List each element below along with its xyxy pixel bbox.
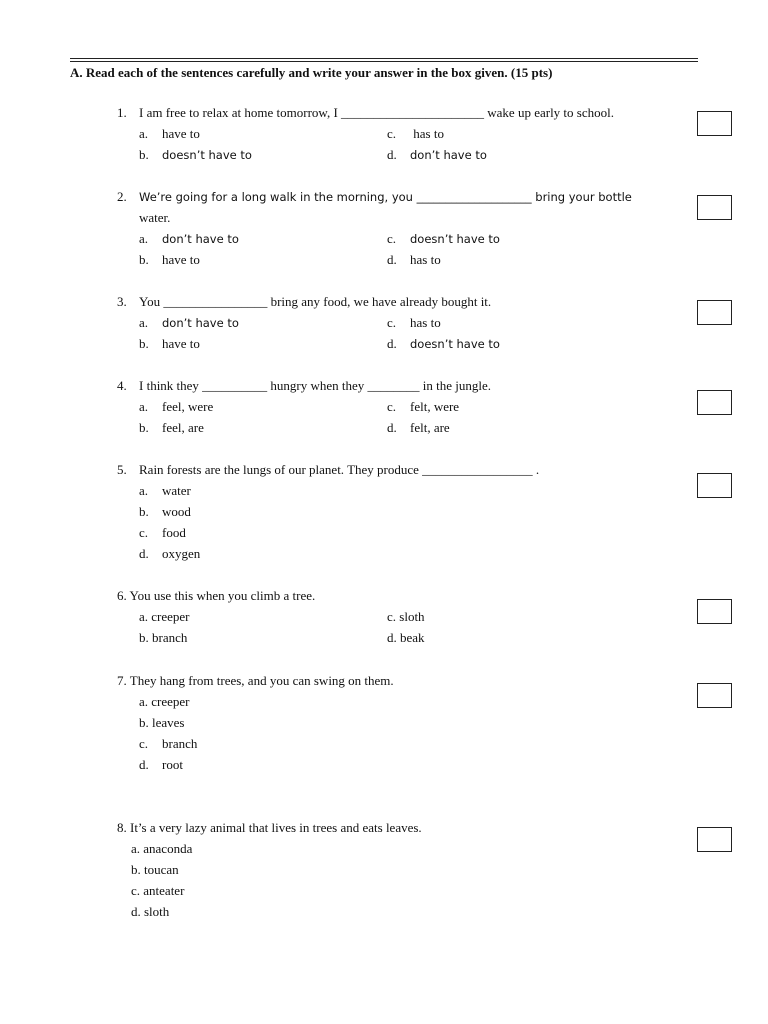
- option-8d: d. sloth: [131, 904, 170, 919]
- question-1: [117, 105, 614, 121]
- option-7d: d. root: [139, 757, 183, 772]
- answer-box-1[interactable]: [697, 111, 732, 136]
- question-8: [117, 820, 422, 836]
- option-4d: d. felt, are: [387, 420, 450, 435]
- question-number: 8.: [117, 820, 127, 835]
- option-7c: c. branch: [139, 736, 198, 751]
- answer-box-2[interactable]: [697, 195, 732, 220]
- question-6: [117, 588, 315, 604]
- option-5b: b. wood: [139, 504, 191, 519]
- option-4a: a. feel, were: [139, 399, 214, 414]
- option-1c: c. has to: [387, 126, 444, 141]
- option-1a: a. have to: [139, 126, 200, 141]
- question-number: 3.: [117, 294, 127, 309]
- answer-box-7[interactable]: [697, 683, 732, 708]
- option-2a: a. don’t have to: [139, 231, 239, 246]
- option-6c: c. sloth: [387, 609, 425, 624]
- answer-box-5[interactable]: [697, 473, 732, 498]
- question-3: [117, 294, 491, 310]
- option-1b: b. doesn’t have to: [139, 147, 252, 162]
- option-6d: d. beak: [387, 630, 425, 645]
- option-5a: a. water: [139, 483, 191, 498]
- question-7: [117, 673, 394, 689]
- option-2d: d. has to: [387, 252, 441, 267]
- question-number: 7.: [117, 673, 127, 688]
- option-5d: d. oxygen: [139, 546, 201, 561]
- question-number: 4.: [117, 378, 127, 393]
- question-text: Rain forests are the lungs of our planet. They produce _________________ .: [139, 462, 540, 477]
- option-3a: a. don’t have to: [139, 315, 239, 330]
- question-text: They hang from trees, and you can swing on them.: [129, 673, 394, 688]
- question-number: 2.: [117, 189, 127, 204]
- option-7a: a. creeper: [139, 694, 190, 709]
- question-5: [117, 462, 539, 478]
- question-text: We’re going for a long walk in the morning, you ____________________ bring your bottle: [139, 190, 632, 204]
- question-2: [117, 189, 632, 225]
- answer-box-3[interactable]: [697, 300, 732, 325]
- option-4c: c. felt, were: [387, 399, 460, 414]
- question-number: 1.: [117, 105, 127, 120]
- option-4b: b. feel, are: [139, 420, 204, 435]
- section-header: A. Read each of the sentences carefully and write your answer in the box given. (15 pts): [70, 65, 553, 80]
- top-rule-1: [70, 58, 698, 59]
- answer-box-4[interactable]: [697, 390, 732, 415]
- answer-box-8[interactable]: [697, 827, 732, 852]
- option-2b: b. have to: [139, 252, 200, 267]
- option-3c: c. has to: [387, 315, 441, 330]
- option-6b: b. branch: [139, 630, 188, 645]
- question-text: You ________________ bring any food, we have already bought it.: [139, 294, 492, 309]
- option-8b: b. toucan: [131, 862, 179, 877]
- question-4: [117, 378, 491, 394]
- option-8c: c. anteater: [131, 883, 185, 898]
- option-1d: d. don’t have to: [387, 147, 487, 162]
- question-continuation: water.: [139, 210, 171, 225]
- option-5c: c. food: [139, 525, 186, 540]
- option-3d: d. doesn’t have to: [387, 336, 500, 351]
- answer-box-6[interactable]: [697, 599, 732, 624]
- question-text: It’s a very lazy animal that lives in trees and eats leaves.: [130, 820, 422, 835]
- question-text: You use this when you climb a tree.: [129, 588, 316, 603]
- option-6a: a. creeper: [139, 609, 190, 624]
- top-rule-2: [70, 61, 698, 62]
- option-8a: a. anaconda: [131, 841, 193, 856]
- question-text: I think they __________ hungry when they ________ in the jungle.: [139, 378, 492, 393]
- option-2c: c. doesn’t have to: [387, 231, 500, 246]
- option-7b: b. leaves: [139, 715, 185, 730]
- question-text: I am free to relax at home tomorrow, I ______________________ wake up early to school.: [139, 105, 614, 120]
- option-3b: b. have to: [139, 336, 200, 351]
- question-number: 5.: [117, 462, 127, 477]
- question-number: 6.: [117, 588, 127, 603]
